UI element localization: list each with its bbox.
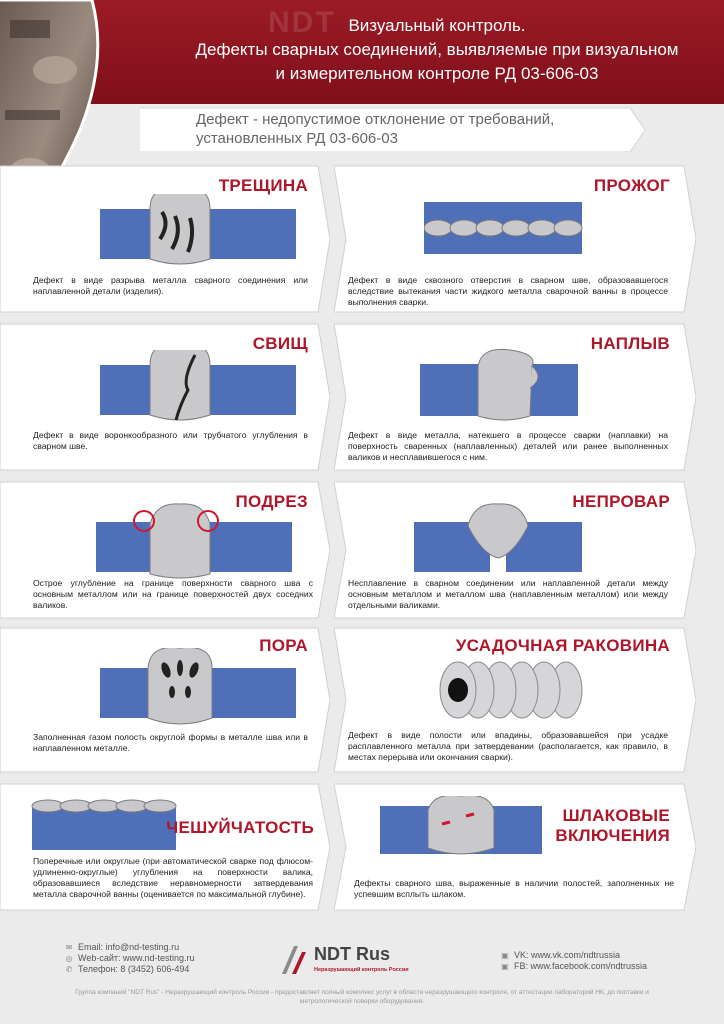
slag-inclusions-illustration bbox=[378, 796, 548, 876]
defect-card-shrinkage bbox=[334, 626, 696, 774]
definition-line-1: Дефект - недопустимое отклонение от требований, bbox=[196, 111, 555, 128]
lack-of-penetration-illustration bbox=[414, 502, 584, 582]
header-watermark: NDT bbox=[268, 6, 336, 39]
slag-title-line-1: ШЛАКОВЫЕ bbox=[562, 806, 670, 825]
defect-desc-burn-through: Дефект в виде сквозного отверстия в сварном шве, образовавшегося вследствие вытекания части жидкого металла сварочной ванны в процессе выполнения сварки. bbox=[348, 275, 668, 307]
footer-web[interactable]: Web-сайт: www.nd-testing.ru bbox=[78, 953, 195, 963]
defect-desc-scaliness: Поперечные или округлые (при автоматической сварке под флюсом-удлиненно-округлые) углубления на поверхности валика, образовавшиеся вследствие неравномерности затвердевания металла сварочной ванны (оценивается по максимальной глубине). bbox=[33, 856, 313, 899]
vk-icon: ▣ bbox=[501, 951, 509, 960]
defect-title-pore: ПОРА bbox=[259, 636, 308, 655]
legal-line-1: Группа компаний "NDT Rus" - Неразрушающий контроль России - предоставляет полный комплекс услуг в области неразрушающего контроля, от аттестации лабораторий НК, до поставки и bbox=[75, 989, 649, 996]
footer-social bbox=[500, 950, 647, 972]
defect-title-burn-through: ПРОЖОГ bbox=[593, 176, 670, 195]
globe-icon: ◎ bbox=[65, 954, 73, 963]
defect-card-burn-through bbox=[334, 164, 696, 314]
title-line-2: Дефекты сварных соединений, выявляемые при визуальном bbox=[195, 40, 679, 59]
defect-card-overlap bbox=[334, 322, 696, 472]
defect-card-scaliness bbox=[0, 782, 330, 912]
burn-through-illustration bbox=[424, 202, 584, 262]
defect-title-lack-of-penetration: НЕПРОВАР bbox=[572, 492, 670, 511]
defect-title-slag-inclusions bbox=[555, 806, 670, 846]
defect-desc-undercut: Острое углубление на границе поверхности сварного шва с основным металлом или на границе поверхностей двух соседних валиков. bbox=[33, 578, 313, 610]
fistula-illustration bbox=[100, 350, 300, 430]
defect-desc-overlap: Дефект в виде металла, натекшего в процессе сварки (наплавки) на поверхность сваренных (наплавленных) деталей или ранее выполненных валиков и несплавившегося с ним. bbox=[348, 430, 668, 462]
shrinkage-illustration bbox=[436, 658, 586, 728]
facebook-icon: ▣ bbox=[501, 962, 509, 971]
title-line-1: Визуальный контроль. bbox=[348, 16, 526, 35]
defect-card-pore bbox=[0, 626, 330, 774]
defect-desc-pore: Заполненная газом полость округлой формы в металле шва или в наплавленном металле. bbox=[33, 732, 308, 753]
pore-illustration bbox=[100, 648, 300, 738]
slag-title-line-2: ВКЛЮЧЕНИЯ bbox=[555, 826, 670, 845]
defect-title-fistula: СВИЩ bbox=[252, 334, 308, 353]
defect-desc-shrinkage: Дефект в виде полости или впадины, образовавшейся при усадке расплавленного металла при затвердевании (располагается, как правило, в местах перерыва или окончания сварки). bbox=[348, 730, 668, 762]
logo-tagline: Неразрушающий контроль России bbox=[314, 967, 409, 973]
legal-line-2: метрологической поверки оборудования. bbox=[299, 998, 425, 1005]
defect-desc-lack-of-penetration: Несплавление в сварном соединении или наплавленной детали между основным металлом и металлом шва (наплавленным металлом) или между отдельными валиками. bbox=[348, 578, 668, 610]
footer-logo bbox=[276, 940, 446, 980]
scaliness-illustration bbox=[30, 794, 180, 854]
definition-line-2: установленных РД 03-606-03 bbox=[196, 130, 398, 147]
footer-fb[interactable]: FB: www.facebook.com/ndtrussia bbox=[514, 961, 648, 971]
defect-card-undercut bbox=[0, 480, 330, 620]
footer-vk[interactable]: VK: www.vk.com/ndtrussia bbox=[514, 950, 621, 960]
defect-title-undercut: ПОДРЕЗ bbox=[235, 492, 308, 511]
defect-desc-fistula: Дефект в виде воронкообразного или трубчатого углубления в сварном шве. bbox=[33, 430, 308, 451]
defect-card-lack-of-penetration bbox=[334, 480, 696, 620]
defect-title-scaliness: ЧЕШУЙЧАТОСТЬ bbox=[166, 818, 314, 837]
footer-email[interactable]: Email: info@nd-testing.ru bbox=[78, 942, 180, 952]
defect-card-fistula bbox=[0, 322, 330, 472]
overlap-illustration bbox=[420, 348, 580, 428]
defect-title-overlap: НАПЛЫВ bbox=[590, 334, 670, 353]
phone-icon: ✆ bbox=[65, 965, 73, 974]
defect-title-shrinkage: УСАДОЧНАЯ РАКОВИНА bbox=[455, 636, 670, 655]
undercut-illustration bbox=[96, 502, 296, 582]
crack-illustration bbox=[100, 194, 300, 274]
logo-name: NDT Rus bbox=[314, 944, 390, 964]
defect-card-slag-inclusions bbox=[334, 782, 696, 912]
title-line-3: и измерительном контроле РД 03-606-03 bbox=[275, 64, 599, 83]
defect-desc-slag-inclusions: Дефекты сварного шва, выраженные в наличии полостей, заполненных не успевшим всплыть шлаком. bbox=[354, 878, 674, 899]
defect-desc-crack: Дефект в виде разрыва металла сварного соединения или наплавленной детали (изделия). bbox=[33, 275, 308, 296]
page-title bbox=[150, 14, 724, 86]
footer-contacts bbox=[64, 942, 195, 975]
definition-text bbox=[196, 110, 616, 148]
footer-legal bbox=[40, 988, 684, 1006]
logo-mark-icon bbox=[276, 942, 312, 978]
footer-phone: Телефон: 8 (3452) 606-494 bbox=[78, 964, 190, 974]
defect-title-crack: ТРЕЩИНА bbox=[218, 176, 308, 195]
email-icon: ✉ bbox=[65, 943, 73, 952]
defect-card-crack bbox=[0, 164, 330, 314]
